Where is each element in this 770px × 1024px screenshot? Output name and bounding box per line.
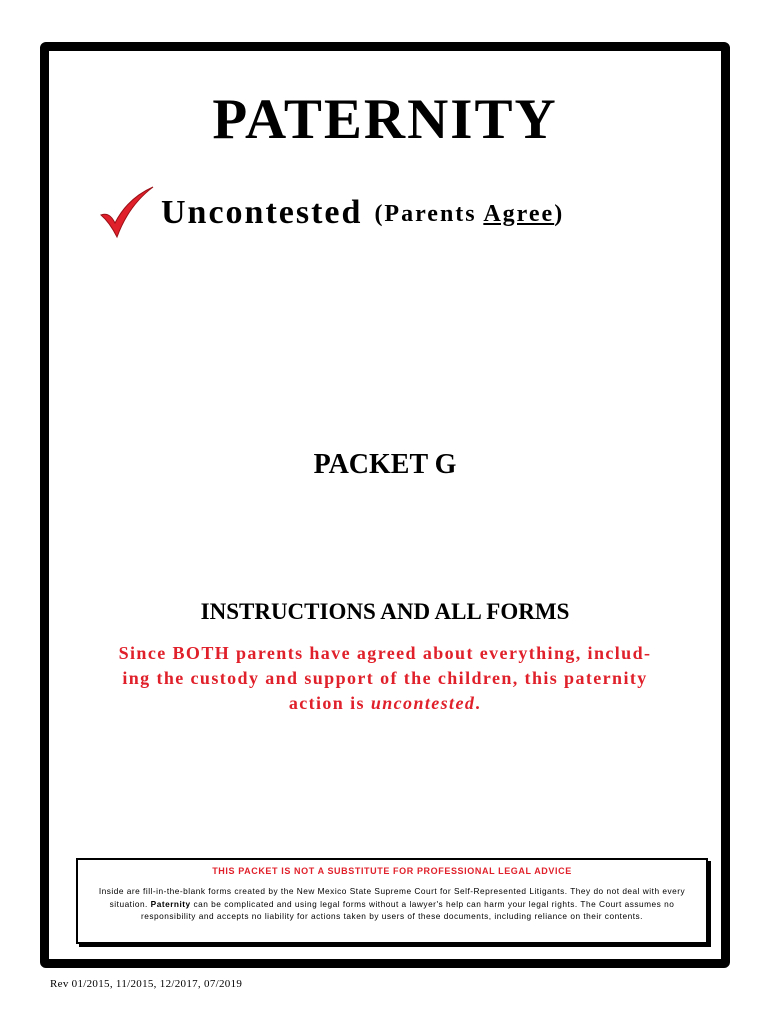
instructions-heading: INSTRUCTIONS AND ALL FORMS: [200, 599, 570, 624]
note-line-3: [69, 691, 701, 716]
parents-agree-label: [374, 201, 564, 228]
disclaimer-text: [86, 885, 698, 923]
parents-open-text: (Parents: [374, 200, 484, 227]
note-line-1: Since BOTH parents have agreed about everything, includ-: [118, 643, 652, 663]
disclaimer-heading: THIS PACKET IS NOT A SUBSTITUTE FOR PROFESSIONAL LEGAL ADVICE: [212, 866, 572, 876]
disclaimer-text-part-1: Inside are fill-in-the-blank forms created by the New Mexico State Supreme Court for Self-Represented Litigants. They do not deal with every situation.: [98, 886, 686, 909]
note-line-3-suffix: .: [475, 693, 482, 713]
note-emphasis: uncontested: [370, 693, 476, 713]
parents-close-text: ): [554, 200, 565, 227]
note-line-2: ing the custody and support of the children, this paternity: [122, 668, 648, 688]
note-line-3-prefix: action is: [288, 693, 371, 713]
uncontested-note: [69, 641, 701, 716]
uncontested-row: [97, 183, 564, 243]
agree-word: Agree: [483, 200, 555, 227]
revision-dates: Rev 01/2015, 11/2015, 12/2017, 07/2019: [50, 978, 243, 990]
page-title: PATERNITY: [212, 88, 558, 151]
cover-frame: [40, 42, 730, 968]
checkmark-icon: [97, 185, 157, 241]
disclaimer-bold-word: Paternity: [150, 898, 191, 909]
packet-label: PACKET G: [313, 449, 457, 480]
uncontested-label: Uncontested: [161, 194, 363, 231]
disclaimer-text-part-2: can be complicated and using legal forms without a lawyer's help can harm your legal rights. The Court assumes no responsibility and accepts no liability for actions taken by users of these documents, including reliance on their contents.: [141, 898, 675, 921]
disclaimer-box: [76, 858, 708, 944]
